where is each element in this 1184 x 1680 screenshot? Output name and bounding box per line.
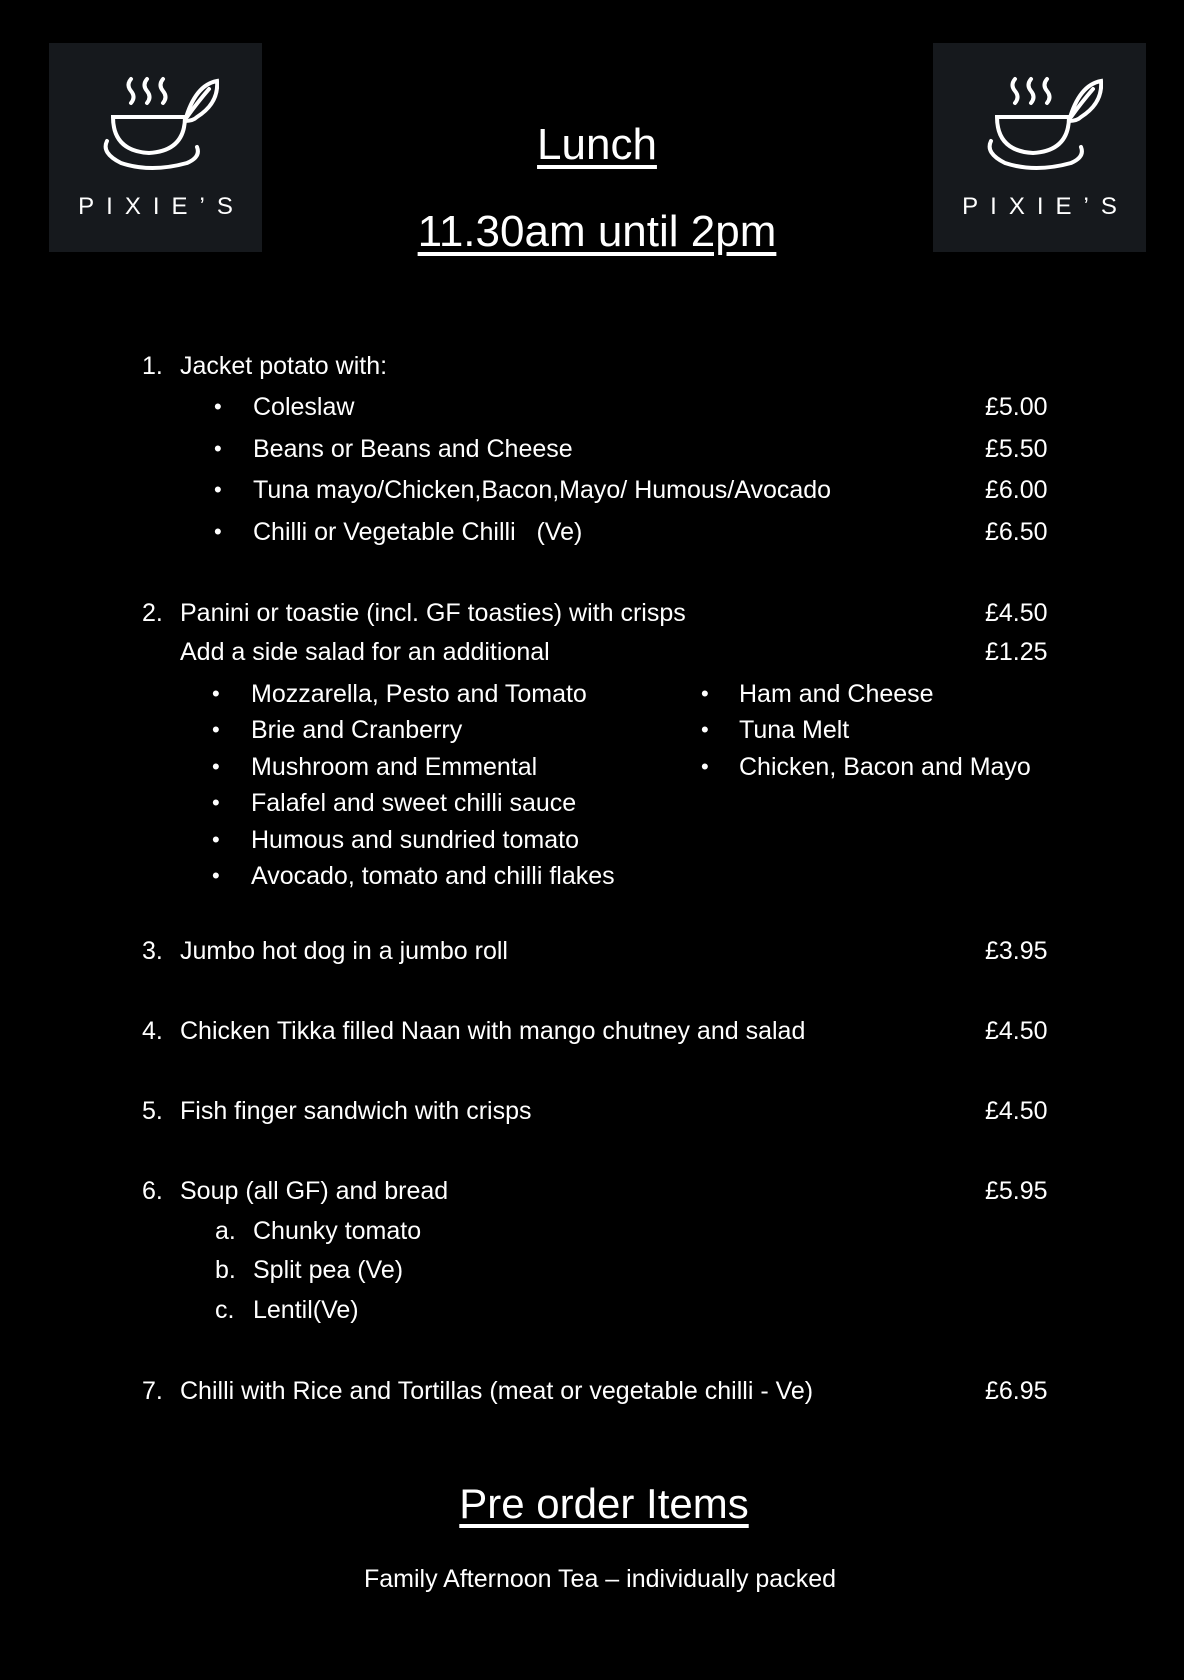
item-label: Jumbo hot dog in a jumbo roll: [180, 937, 508, 965]
filling-label: Brie and Cranberry: [251, 716, 463, 744]
service-hours: 11.30am until 2pm: [417, 207, 777, 256]
bullet-icon: •: [701, 754, 709, 779]
option-label: Split pea (Ve): [253, 1256, 404, 1284]
item-price: £4.50: [985, 1017, 1048, 1045]
option-price: £5.50: [985, 435, 1048, 463]
bullet-icon: •: [214, 519, 222, 544]
item-price: £4.50: [985, 1097, 1048, 1125]
item-price: £3.95: [985, 937, 1048, 965]
option-label: Coleslaw: [253, 393, 355, 421]
filling-label: Avocado, tomato and chilli flakes: [251, 862, 615, 890]
bullet-icon: •: [212, 790, 220, 815]
item-price: £6.95: [985, 1377, 1048, 1405]
bullet-icon: •: [212, 681, 220, 706]
option-price: £6.50: [985, 518, 1048, 546]
preorder-title: Pre order Items: [459, 1480, 749, 1527]
bullet-icon: •: [212, 827, 220, 852]
filling-label: Humous and sundried tomato: [251, 826, 579, 854]
filling-label: Mozzarella, Pesto and Tomato: [251, 680, 587, 708]
filling-label: Tuna Melt: [739, 716, 850, 744]
item-label: Jacket potato with:: [180, 352, 388, 380]
item-price: £5.95: [985, 1177, 1048, 1205]
brand-name: PIXIE’S: [78, 193, 245, 220]
filling-label: Falafel and sweet chilli sauce: [251, 789, 577, 817]
preorder-text: Family Afternoon Tea – individually packed: [363, 1565, 837, 1593]
option-label: Lentil(Ve): [253, 1296, 359, 1324]
brand-name: PIXIE’S: [962, 193, 1129, 220]
item-number: 1.: [142, 352, 163, 380]
item-label: Chilli with Rice and Tortillas (meat or vegetable chilli - Ve): [180, 1377, 814, 1405]
item-number: 5.: [142, 1097, 163, 1125]
option-label: Beans or Beans and Cheese: [253, 435, 573, 463]
side-salad-price: £1.25: [985, 638, 1048, 666]
side-salad-label: Add a side salad for an additional: [180, 638, 550, 666]
bullet-icon: •: [214, 477, 222, 502]
item-number: 6.: [142, 1177, 163, 1205]
bullet-icon: •: [212, 863, 220, 888]
filling-label: Ham and Cheese: [739, 680, 934, 708]
item-price: £4.50: [985, 599, 1048, 627]
filling-label: Mushroom and Emmental: [251, 753, 538, 781]
bullet-icon: •: [701, 717, 709, 742]
item-number: 3.: [142, 937, 163, 965]
bullet-icon: •: [701, 681, 709, 706]
bullet-icon: •: [214, 394, 222, 419]
page-title: Lunch: [537, 120, 657, 169]
option-label: Chilli or Vegetable Chilli (Ve): [253, 518, 583, 546]
item-label: Soup (all GF) and bread: [180, 1177, 449, 1205]
bullet-icon: •: [212, 754, 220, 779]
bullet-icon: •: [214, 436, 222, 461]
option-letter: a.: [215, 1217, 236, 1245]
option-label: Tuna mayo/Chicken,Bacon,Mayo/ Humous/Avocado: [253, 476, 832, 504]
option-price: £6.00: [985, 476, 1048, 504]
option-label: Chunky tomato: [253, 1217, 422, 1245]
filling-label: Chicken, Bacon and Mayo: [739, 753, 1031, 781]
item-number: 7.: [142, 1377, 163, 1405]
item-number: 4.: [142, 1017, 163, 1045]
option-price: £5.00: [985, 393, 1048, 421]
bullet-icon: •: [212, 717, 220, 742]
item-label: Panini or toastie (incl. GF toasties) with crisps: [180, 599, 686, 627]
item-label: Chicken Tikka filled Naan with mango chutney and salad: [180, 1017, 806, 1045]
item-number: 2.: [142, 599, 163, 627]
item-label: Fish finger sandwich with crisps: [180, 1097, 532, 1125]
option-letter: b.: [215, 1256, 236, 1284]
option-letter: c.: [215, 1296, 235, 1324]
